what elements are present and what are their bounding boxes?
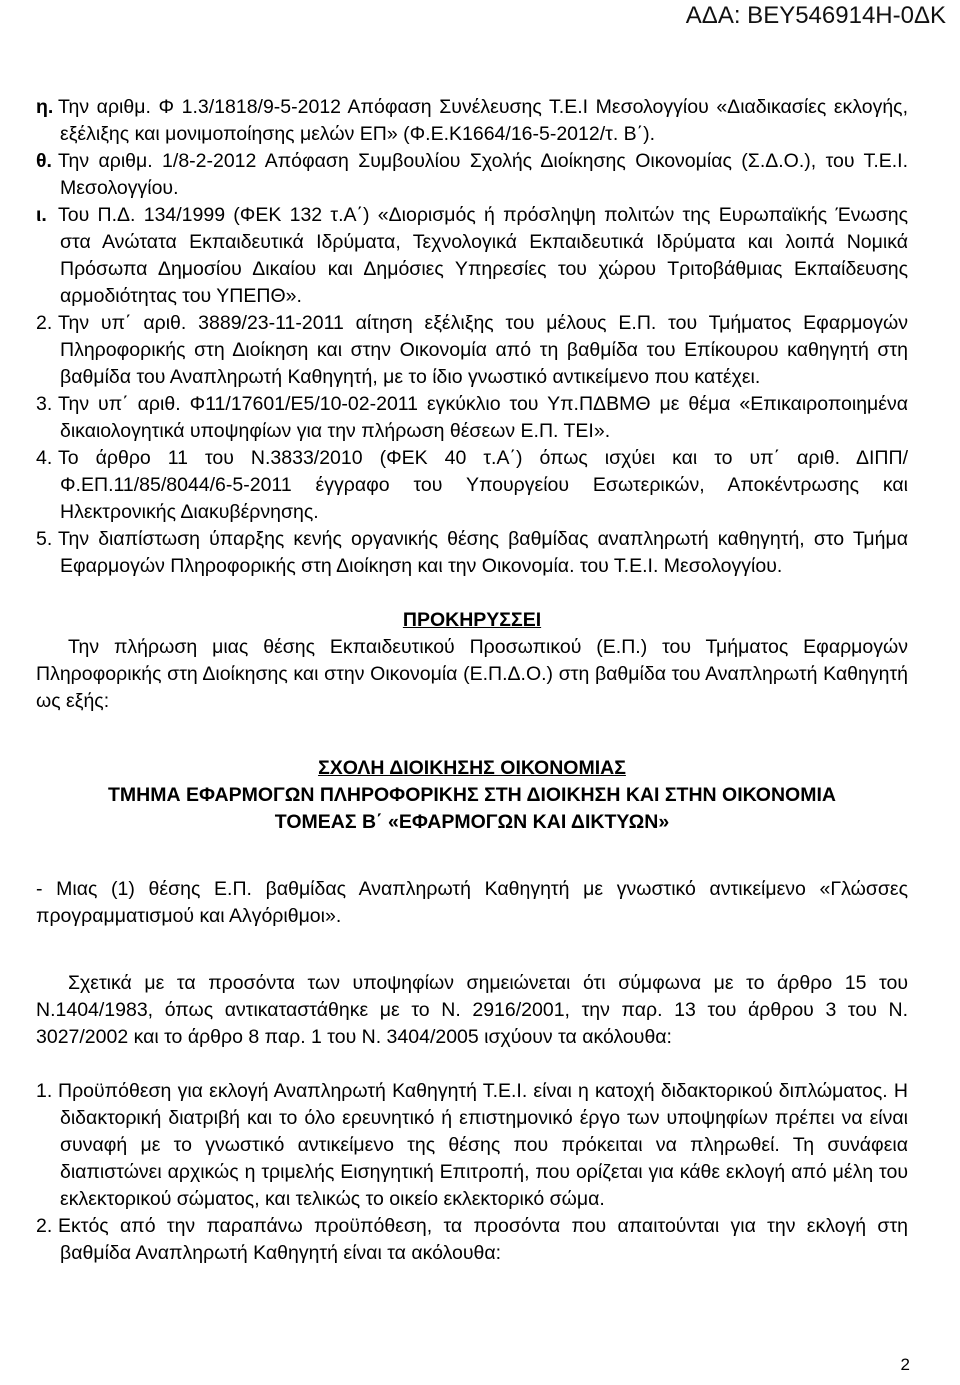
item-number: 2. [36, 312, 53, 334]
item-number: 2. [36, 1215, 53, 1237]
item-number: 4. [36, 447, 53, 469]
item-text: Προϋπόθεση για εκλογή Αναπληρωτή Καθηγητή Τ.Ε.Ι. είναι η κατοχή διδακτορικού διπλώματος. Η διδακτορική διατριβή και το όλο ερευνητικό ή επιστημονικό έργο των υποψηφίων πρέπει να είναι συναφή με το γνωστικό αντικείμενο της θέσης που πρόκειται να πληρωθεί. Τη συνάφεια διαπιστώνει αρχικώς η τριμελής Εισηγητική Επιτροπή, που ορίζεται για κάθε εκλογή από μέλη του εκλεκτορικού σώματος, και τελικώς το οικείο εκλεκτορικό σώμα. [58, 1080, 908, 1210]
item-label: ι. [36, 204, 47, 226]
proclaim-text: Την πλήρωση μιας θέσης Εκπαιδευτικού Προσωπικού (Ε.Π.) του Τμήματος Εφαρμογών Πληροφορικής στη Διοίκησης και στην Οικονομία (Ε.Π.Δ.Ο.) στη βαθμίδα του Αναπληρωτή Καθηγητή ως εξής: [36, 636, 908, 712]
item-number: 5. [36, 528, 53, 550]
item-text: Το άρθρο 11 του Ν.3833/2010 (ΦΕΚ 40 τ.Α΄) όπως ισχύει και το υπ΄ αριθ. ΔΙΠΠ/Φ.ΕΠ.11/85/8044/6-5-2011 έγγραφο του Υπουργείου Εσωτερικών, Αποκέντρωσης και Ηλεκτρονικής Διακυβέρνησης. [58, 447, 908, 523]
numbered-item-3 [36, 391, 908, 445]
requirement-item-1 [36, 1078, 908, 1213]
item-number: 3. [36, 393, 53, 415]
item-text: Την υπ΄ αριθ. Φ11/17601/Ε5/10-02-2011 εγκύκλιο του Υπ.ΠΔΒΜΘ με θέμα «Επικαιροποιημένα δικαιολογητικά υποψηφίων για την πλήρωση θέσεων Ε.Π. ΤΕΙ». [58, 393, 908, 442]
numbered-item-4 [36, 445, 908, 526]
numbered-item-2 [36, 310, 908, 391]
numbered-item-5 [36, 526, 908, 580]
document-body [36, 94, 908, 1267]
ada-code: ΑΔΑ: ΒΕΥ546914Η-0ΔΚ [685, 2, 946, 29]
department-title: ΤΜΗΜΑ ΕΦΑΡΜΟΓΩΝ ΠΛΗΡΟΦΟΡΙΚΗΣ ΣΤΗ ΔΙΟΙΚΗΣΗ ΚΑΙ ΣΤΗΝ ΟΙΚΟΝΟΜΙΑ [108, 784, 836, 806]
item-text: Την αριθμ. 1/8-2-2012 Απόφαση Συμβουλίου Σχολής Διοίκησης Οικονομίας (Σ.Δ.Ο.), του Τ.Ε.Ι. Μεσολογγίου. [58, 150, 908, 199]
item-text: Την υπ΄ αριθ. 3889/23-11-2011 αίτηση εξέλιξης του μέλους Ε.Π. του Τμήματος Εφαρμογών Πληροφορικής στη Διοίκηση και στην Οικονομία από τη βαθμίδα του Επίκουρου καθηγητή στη βαθμίδα του Αναπληρωτή Καθηγητή, με το ίδιο γνωστικό αντικείμενο που κατέχει. [58, 312, 908, 388]
proclaim-heading: ΠΡΟΚΗΡΥΣΣΕΙ [402, 609, 542, 631]
requirement-item-2 [36, 1213, 908, 1267]
prelim-item-theta [36, 148, 908, 202]
position-description: - Μιας (1) θέσης Ε.Π. βαθμίδας Αναπληρωτή Καθηγητή με γνωστικό αντικείμενο «Γλώσσες προγραμματισμού και Αλγόριθμοι». [36, 878, 908, 927]
item-text: Την διαπίστωση ύπαρξης κενής οργανικής θέσης βαθμίδας αναπληρωτή καθηγητή, στο Τμήμα Εφαρμογών Πληροφορικής στη Διοίκηση και την Οικονομία. του Τ.Ε.Ι. Μεσολογγίου. [58, 528, 908, 577]
item-text: Του Π.Δ. 134/1999 (ΦΕΚ 132 τ.Α΄) «Διορισμός ή πρόσληψη πολιτών της Ευρωπαϊκής Ένωσης στα Ανώτατα Εκπαιδευτικά Ιδρύματα, Τεχνολογικά Εκπαιδευτικά Ιδρύματα και λοιπά Νομικά Πρόσωπα Δημοσίου Δικαίου και Δημόσιες Υπηρεσίες του χώρου Τριτοβάθμιας Εκπαίδευσης αρμοδιότητας του ΥΠΕΠΘ». [58, 204, 908, 307]
item-text: Την αριθμ. Φ 1.3/1818/9-5-2012 Απόφαση Συνέλευσης Τ.Ε.Ι Μεσολογγίου «Διαδικασίες εκλογής, εξέλιξης και μονιμοποίησης μελών ΕΠ» (Φ.Ε.Κ1664/16-5-2012/τ. Β΄). [58, 96, 908, 145]
item-label: θ. [36, 150, 52, 172]
qualifications-intro: Σχετικά με τα προσόντα των υποψηφίων σημειώνεται ότι σύμφωνα με το άρθρο 15 του Ν.1404/1983, όπως αντικαταστάθηκε με το Ν. 2916/2001, την παρ. 13 του άρθρου 3 του Ν. 3027/2002 και το άρθρο 8 παρ. 1 του Ν. 3404/2005 ισχύουν τα ακόλουθα: [36, 972, 908, 1048]
item-text: Εκτός από την παραπάνω προϋπόθεση, τα προσόντα που απαιτούνται για την εκλογή στη βαθμίδα Αναπληρωτή Καθηγητή είναι τα ακόλουθα: [58, 1215, 908, 1264]
item-number: 1. [36, 1080, 53, 1102]
sector-title: ΤΟΜΕΑΣ Β΄ «ΕΦΑΡΜΟΓΩΝ ΚΑΙ ΔΙΚΤΥΩΝ» [274, 811, 670, 833]
item-label: η. [36, 96, 54, 118]
prelim-item-iota [36, 202, 908, 310]
prelim-item-eta [36, 94, 908, 148]
page-number: 2 [900, 1355, 910, 1374]
school-title: ΣΧΟΛΗ ΔΙΟΙΚΗΣΗΣ ΟΙΚΟΝΟΜΙΑΣ [318, 757, 626, 779]
